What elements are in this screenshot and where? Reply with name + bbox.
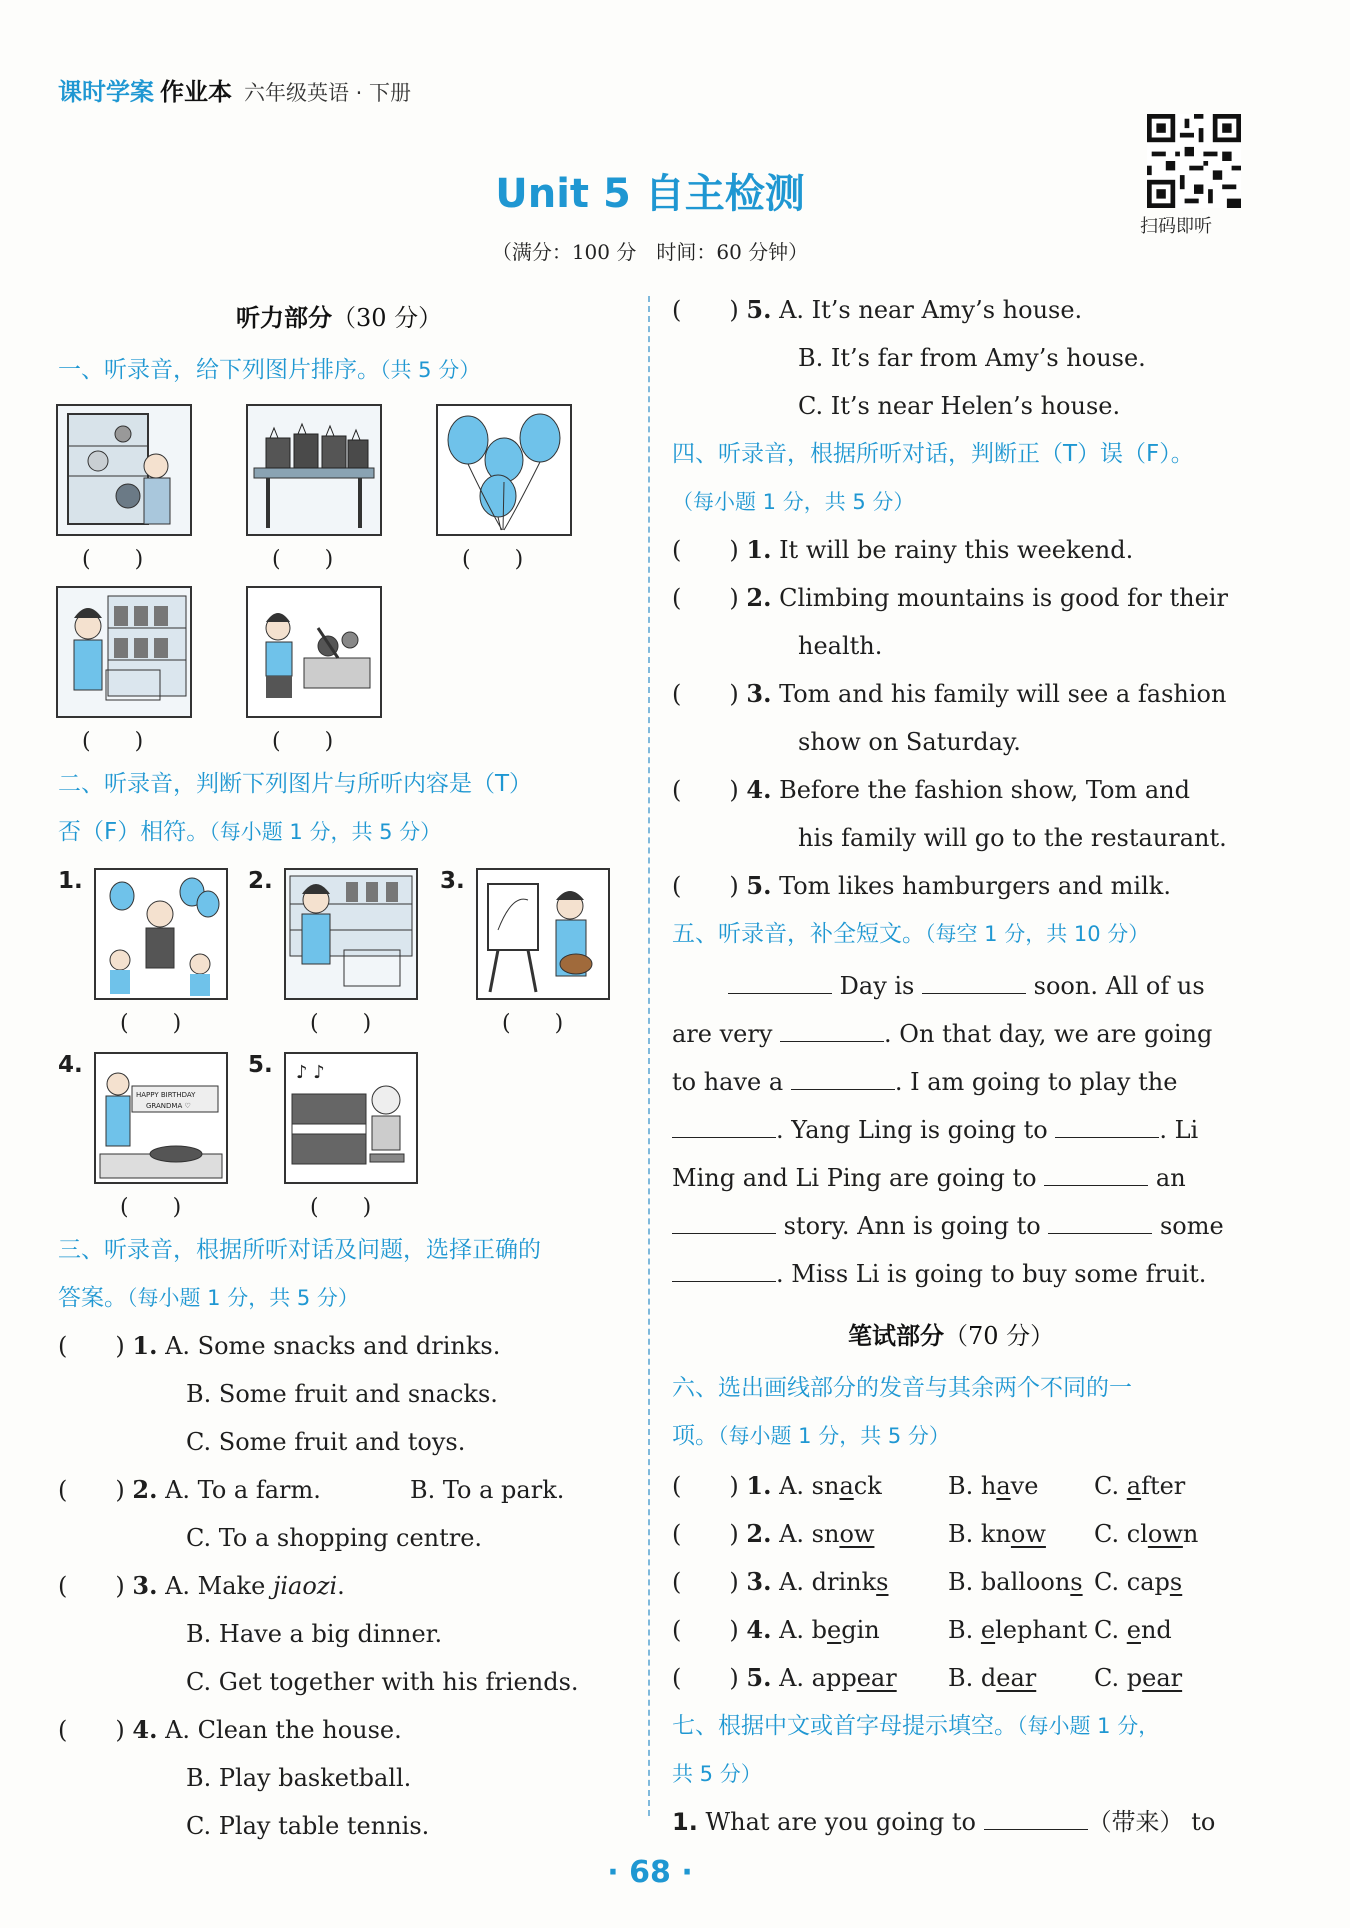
option-a-end: . (337, 1572, 345, 1600)
passage-text: Day is (839, 972, 915, 1000)
option-a: A. It’s near Amy’s house. (779, 296, 1083, 324)
fill-blank[interactable] (1044, 1159, 1148, 1186)
word-a: snow (811, 1520, 875, 1548)
s7-note-cont: 共 5 分） (672, 1762, 762, 1786)
question-text-cont: （带来） to (1087, 1808, 1216, 1836)
s3-q3 (58, 1562, 345, 1610)
statement: Before the fashion show, Tom and (779, 776, 1190, 804)
word-a: snack (811, 1472, 882, 1500)
header-brand (58, 72, 411, 107)
item-number: 2. (248, 868, 273, 894)
answer-blank[interactable]: ( ) (462, 547, 524, 572)
s5-title: 五、听录音，补全短文。 (672, 921, 925, 947)
s1-title: 一、听录音，给下列图片排序。 (58, 357, 380, 383)
question-number: 2. (746, 1519, 772, 1548)
option-a: A. To a farm. (165, 1476, 321, 1504)
passage-text: soon. All of us (1033, 972, 1205, 1000)
fill-blank[interactable] (728, 967, 832, 994)
option-a-italic: jiaozi (272, 1572, 338, 1600)
statement: It will be rainy this weekend. (779, 536, 1134, 564)
answer-blank[interactable]: ( ) (672, 1616, 739, 1644)
answer-blank[interactable]: ( ) (120, 1011, 182, 1036)
section-2-title (58, 760, 532, 856)
s5-passage (672, 962, 1240, 1298)
question-number: 5. (746, 295, 772, 324)
answer-blank[interactable]: ( ) (58, 1716, 125, 1744)
s6-title-line1: 六、选出画线部分的发音与其余两个不同的一 (672, 1375, 1132, 1401)
statement-cont: health. (798, 632, 883, 660)
s6-row-3: ( ) 3. A. drinks (672, 1567, 889, 1596)
s6-row-2: ( ) 2. A. snow (672, 1519, 875, 1548)
question-number: 4. (132, 1715, 158, 1744)
passage-text: an (1155, 1164, 1186, 1192)
fill-blank[interactable] (984, 1803, 1088, 1830)
s3-q2 (58, 1466, 321, 1514)
answer-blank[interactable]: ( ) (58, 1332, 125, 1360)
s7-title: 七、根据中文或首字母提示填空。 (672, 1713, 1017, 1739)
passage-text: to have a (672, 1068, 784, 1096)
s1-note: （共 5 分） (380, 358, 481, 382)
word-b: B. balloons (948, 1568, 1083, 1596)
answer-blank[interactable]: ( ) (672, 584, 739, 612)
score-time-info: （满分：100 分 时间：60 分钟） (491, 240, 809, 264)
question-text: What are you going to (705, 1808, 976, 1836)
word-c: C. clown (1094, 1520, 1199, 1548)
word-b: B. know (948, 1520, 1046, 1548)
s3-q4 (58, 1706, 402, 1754)
word-c: C. after (1094, 1472, 1186, 1500)
writing-heading-text: 笔试部分 (848, 1322, 944, 1350)
picture-party-balloons (94, 868, 228, 1000)
answer-blank[interactable]: ( ) (310, 1195, 372, 1220)
fill-blank[interactable] (780, 1015, 884, 1042)
option-b: B. To a park. (410, 1476, 565, 1504)
s2-title-line2: 否（F）相符。 (58, 819, 210, 845)
answer-blank[interactable]: ( ) (272, 729, 334, 754)
svg-text:HAPPY BIRTHDAY: HAPPY BIRTHDAY (136, 1091, 196, 1099)
answer-blank[interactable]: ( ) (502, 1011, 564, 1036)
question-number: 3. (746, 679, 772, 708)
statement-cont: show on Saturday. (798, 728, 1021, 756)
answer-blank[interactable]: ( ) (672, 1520, 739, 1548)
section-3-title (58, 1226, 541, 1322)
answer-blank[interactable]: ( ) (672, 776, 739, 804)
writing-score: （70 分） (944, 1322, 1055, 1350)
section-4-title (672, 430, 1194, 526)
question-number: 4. (746, 775, 772, 804)
word-c: C. end (1094, 1616, 1172, 1644)
s7-q1 (672, 1798, 1215, 1846)
picture-balloons (436, 404, 572, 536)
answer-blank[interactable]: ( ) (58, 1476, 125, 1504)
statement-cont: his family will go to the restaurant. (798, 824, 1227, 852)
s4-q5 (672, 862, 1171, 910)
option-c: C. Some fruit and toys. (186, 1428, 466, 1456)
section-7-title (672, 1702, 1159, 1798)
fill-blank[interactable] (1055, 1111, 1159, 1138)
book-subtitle: 六年级英语 · 下册 (244, 81, 412, 105)
qr-code-icon[interactable] (1147, 114, 1241, 208)
listening-score: （30 分） (332, 304, 443, 332)
s2-note: （每小题 1 分，共 5 分） (209, 820, 442, 844)
s3-q1 (58, 1322, 500, 1370)
answer-blank[interactable]: ( ) (120, 1195, 182, 1220)
word-c: C. pear (1094, 1664, 1183, 1692)
option-c: C. Play table tennis. (186, 1812, 430, 1840)
picture-shopping-supermarket (56, 586, 192, 718)
option-a: A. Clean the house. (165, 1716, 402, 1744)
question-number: 3. (746, 1567, 772, 1596)
word-a: drinks (811, 1568, 889, 1596)
passage-text: Ming and Li Ping are going to (672, 1164, 1037, 1192)
brand-name: 课时学案 (58, 78, 154, 106)
writing-heading (848, 1316, 1054, 1351)
s3-note: （每小题 1 分，共 5 分） (127, 1286, 359, 1310)
s6-row-5: ( ) 5. A. appear (672, 1663, 897, 1692)
page-number: · 68 · (607, 1855, 693, 1890)
section-1-title (58, 346, 480, 394)
question-number: 2. (132, 1475, 158, 1504)
answer-blank[interactable]: ( ) (672, 1568, 739, 1596)
word-b: B. have (948, 1472, 1039, 1500)
question-number: 2. (746, 583, 772, 612)
picture-toy-box (246, 586, 382, 718)
s4-title: 四、听录音，根据所听对话，判断正（T）误（F）。 (672, 441, 1194, 467)
statement: Tom and his family will see a fashion (779, 680, 1227, 708)
answer-blank[interactable]: ( ) (672, 296, 739, 324)
option-c: C. To a shopping centre. (186, 1524, 483, 1552)
column-divider (648, 296, 650, 1816)
page-title: Unit 5 自主检测 (495, 171, 805, 217)
listening-heading-text: 听力部分 (236, 304, 332, 332)
svg-text:♪ ♪: ♪ ♪ (296, 1062, 325, 1083)
question-number: 1. (746, 535, 772, 564)
statement: Climbing mountains is good for their (779, 584, 1228, 612)
picture-supermarket (284, 868, 418, 1000)
answer-blank[interactable]: ( ) (82, 729, 144, 754)
passage-text: . On that day, we are going (884, 1020, 1213, 1048)
answer-blank[interactable]: ( ) (310, 1011, 372, 1036)
svg-text:GRANDMA ♡: GRANDMA ♡ (146, 1102, 191, 1110)
question-number: 1. (746, 1471, 772, 1500)
word-a: appear (811, 1664, 897, 1692)
question-number: 4. (746, 1615, 772, 1644)
question-number: 5. (746, 871, 772, 900)
question-number: 3. (132, 1571, 158, 1600)
section-5-title (672, 910, 1149, 958)
option-b: B. It’s far from Amy’s house. (798, 344, 1146, 372)
s3-q5 (672, 286, 1082, 334)
fill-blank[interactable] (672, 1111, 776, 1138)
s2-title-line1: 二、听录音，判断下列图片与所听内容是（T） (58, 771, 533, 797)
question-number: 1. (672, 1808, 698, 1836)
item-number: 5. (248, 1052, 273, 1078)
passage-text: . Yang Ling is going to (776, 1116, 1048, 1144)
brand-book: 作业本 (160, 78, 232, 106)
answer-blank[interactable]: ( ) (82, 547, 144, 572)
s4-q3 (672, 670, 1226, 718)
s4-note: （每小题 1 分，共 5 分） (672, 490, 915, 514)
passage-text: . Miss Li is going to buy some fruit. (776, 1260, 1207, 1288)
passage-text: . I am going to play the (894, 1068, 1178, 1096)
answer-blank[interactable]: ( ) (672, 1664, 739, 1692)
answer-blank[interactable]: ( ) (672, 680, 739, 708)
question-number: 1. (132, 1331, 158, 1360)
s6-note: （每小题 1 分，共 5 分） (718, 1424, 950, 1448)
item-number: 3. (440, 868, 465, 894)
fill-blank[interactable] (672, 1255, 776, 1282)
fill-blank[interactable] (791, 1063, 895, 1090)
option-c: C. It’s near Helen’s house. (798, 392, 1121, 420)
passage-text: . Li (1159, 1116, 1199, 1144)
s5-note: （每空 1 分，共 10 分） (925, 922, 1150, 946)
listening-heading (236, 298, 442, 333)
word-c: C. caps (1094, 1568, 1183, 1596)
s6-title-line2: 项。 (672, 1423, 718, 1449)
passage-text: some (1159, 1212, 1224, 1240)
word-b: B. dear (948, 1664, 1037, 1692)
answer-blank[interactable]: ( ) (672, 536, 739, 564)
word-a: begin (811, 1616, 880, 1644)
picture-piano (284, 1052, 418, 1184)
option-b: B. Have a big dinner. (186, 1620, 443, 1648)
picture-birthday-cake (94, 1052, 228, 1184)
statement: Tom likes hamburgers and milk. (779, 872, 1171, 900)
s4-q2 (672, 574, 1228, 622)
question-number: 5. (746, 1663, 772, 1692)
passage-text: are very (672, 1020, 773, 1048)
answer-blank[interactable]: ( ) (672, 872, 739, 900)
picture-gift-bags-table (246, 404, 382, 536)
s3-title-line2: 答案。 (58, 1285, 127, 1311)
s6-row-4: ( ) 4. A. begin (672, 1615, 880, 1644)
answer-blank[interactable]: ( ) (672, 1472, 739, 1500)
s4-q1 (672, 526, 1133, 574)
picture-open-fridge (56, 404, 192, 536)
qr-label: 扫码即听 (1140, 216, 1212, 237)
option-c: C. Get together with his friends. (186, 1668, 579, 1696)
answer-blank[interactable]: ( ) (272, 547, 334, 572)
s3-title-line1: 三、听录音，根据所听对话及问题，选择正确的 (58, 1237, 541, 1263)
passage-text: story. Ann is going to (783, 1212, 1041, 1240)
word-b: B. elephant (948, 1616, 1088, 1644)
fill-blank[interactable] (1048, 1207, 1152, 1234)
fill-blank[interactable] (922, 967, 1026, 994)
option-a: A. Some snacks and drinks. (165, 1332, 501, 1360)
item-number: 1. (58, 868, 83, 894)
option-b: B. Play basketball. (186, 1764, 412, 1792)
picture-painting (476, 868, 610, 1000)
fill-blank[interactable] (672, 1207, 776, 1234)
section-6-title (672, 1364, 1132, 1460)
option-b: B. Some fruit and snacks. (186, 1380, 498, 1408)
s4-q4 (672, 766, 1190, 814)
answer-blank[interactable]: ( ) (58, 1572, 125, 1600)
item-number: 4. (58, 1052, 83, 1078)
s6-row-1: ( ) 1. A. snack (672, 1471, 882, 1500)
s7-note: （每小题 1 分， (1017, 1714, 1160, 1738)
option-a: A. Make (165, 1572, 273, 1600)
